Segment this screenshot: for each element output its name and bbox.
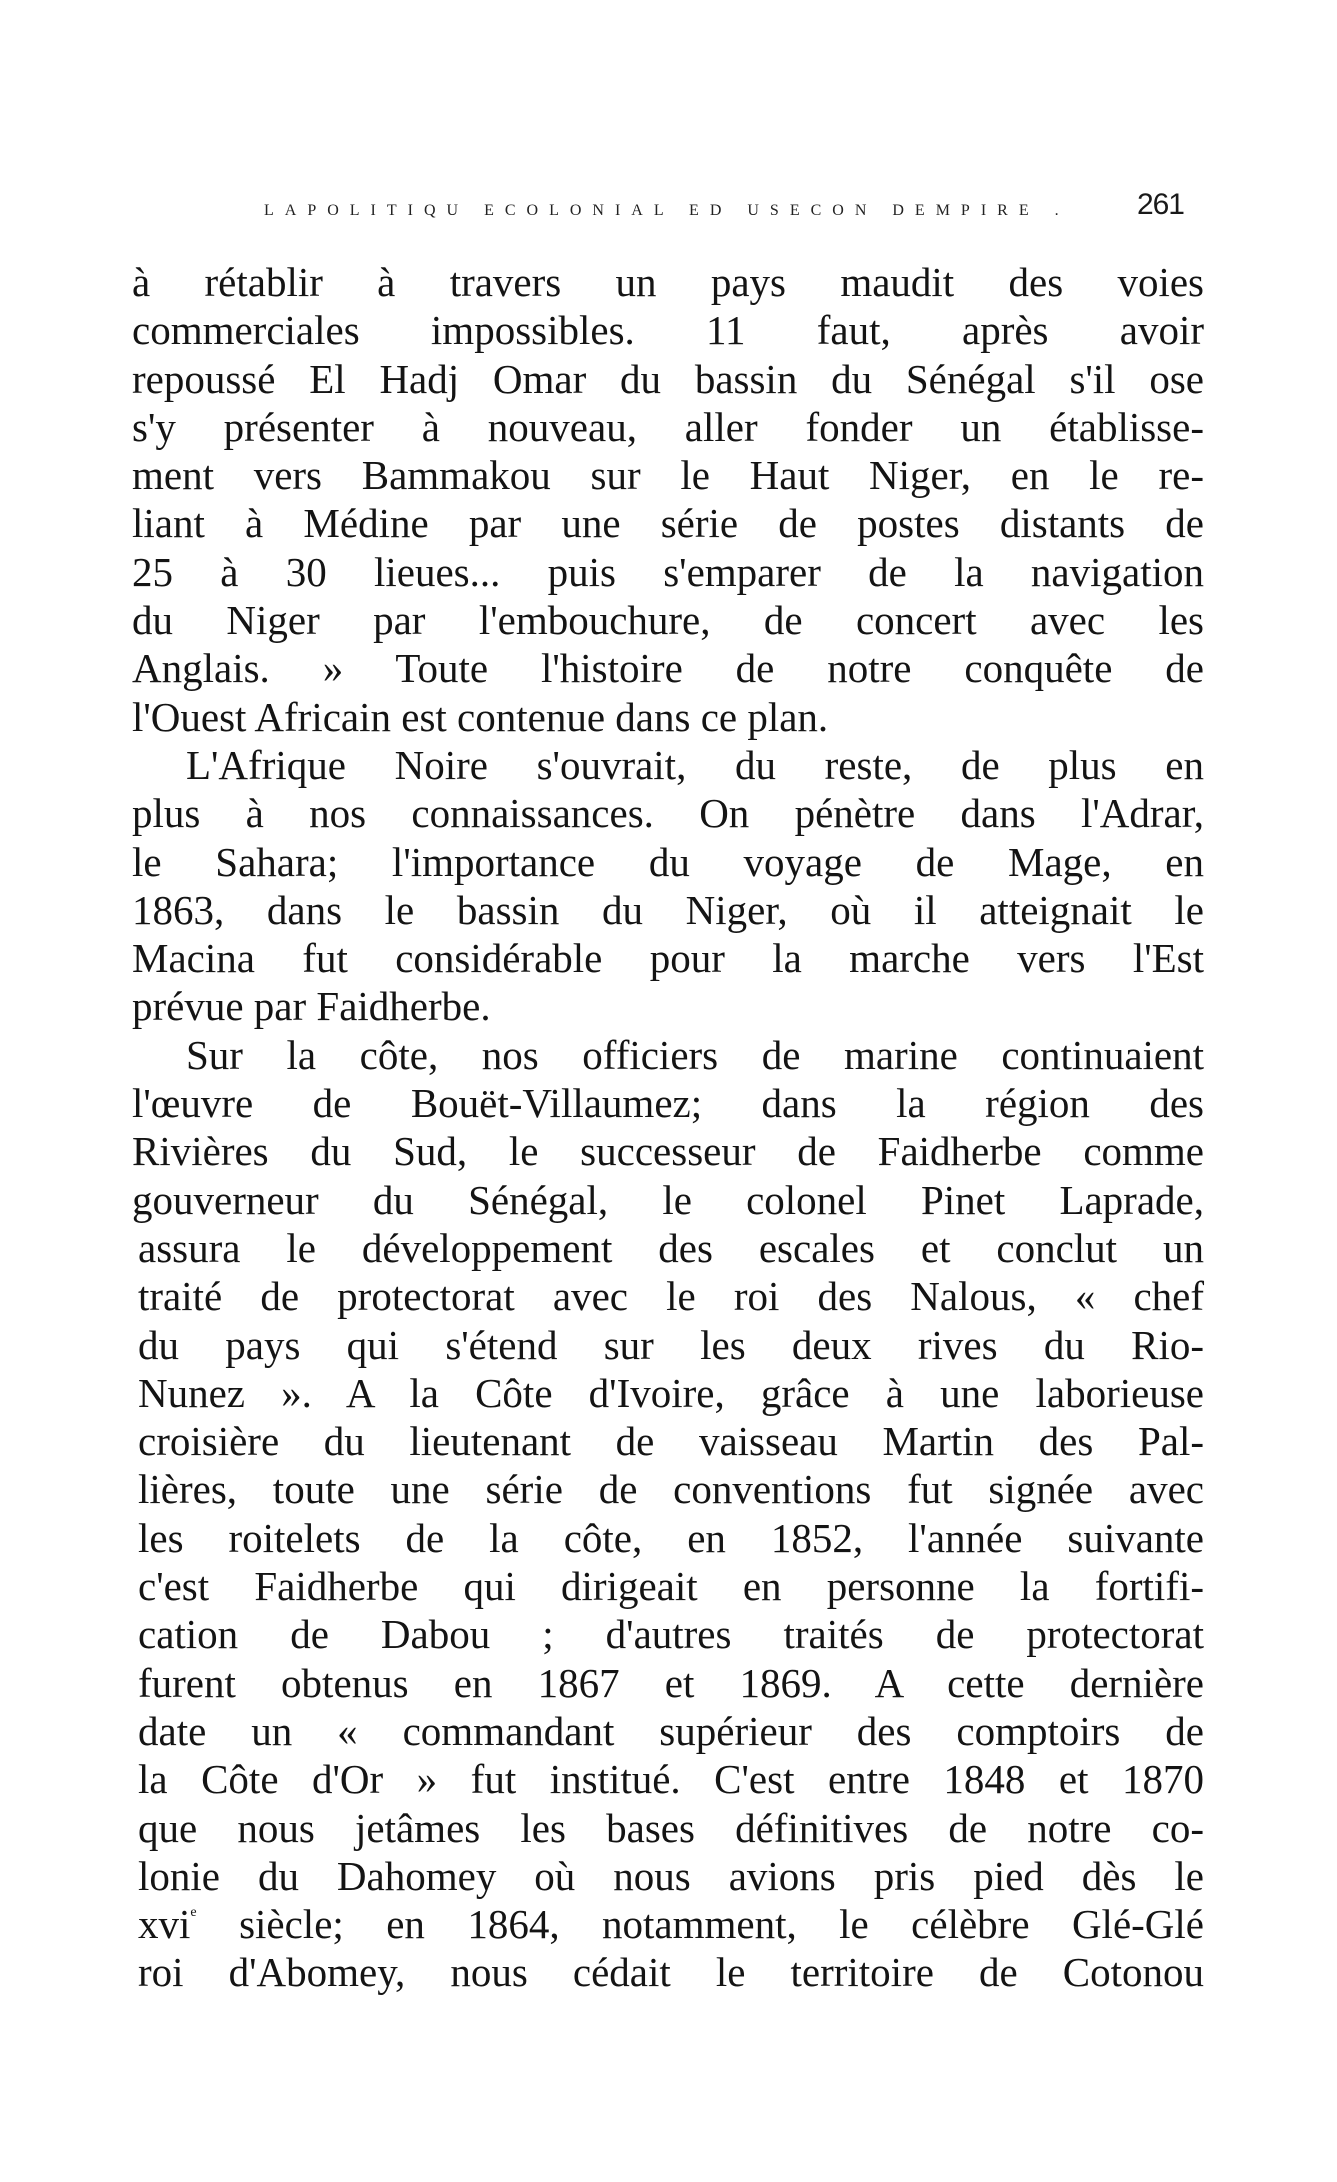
text-line: lières, toute une série de conventions fut signée avec bbox=[138, 1466, 1204, 1513]
text-line-rest: siècle; en 1864, notamment, le célèbre Glé-Glé bbox=[239, 1901, 1205, 1948]
text-line: prévue par Faidherbe. bbox=[132, 983, 491, 1030]
text-line: Anglais. » Toute l'histoire de notre conquête de bbox=[132, 645, 1204, 692]
text-line: ment vers Bammakou sur le Haut Niger, en le re- bbox=[132, 452, 1204, 499]
ordinal-superscript: e bbox=[190, 1905, 197, 1921]
text-line: l'Ouest Africain est contenue dans ce plan. bbox=[132, 693, 829, 740]
text-line: date un « commandant supérieur des comptoirs de bbox=[138, 1707, 1204, 1754]
text-line: Macina fut considérable pour la marche vers l'Est bbox=[132, 935, 1204, 982]
text-line: croisière du lieutenant de vaisseau Martin des Pal- bbox=[138, 1418, 1204, 1465]
text-line: à rétablir à travers un pays maudit des voies bbox=[132, 259, 1204, 305]
text-line: assura le développement des escales et conclut un bbox=[138, 1224, 1204, 1271]
text-line: c'est Faidherbe qui dirigeait en personne la fortifi- bbox=[138, 1563, 1204, 1610]
running-header bbox=[264, 188, 1184, 236]
text-line: du pays qui s'étend sur les deux rives du Rio- bbox=[138, 1321, 1204, 1368]
text-line: que nous jetâmes les bases définitives de notre co- bbox=[138, 1804, 1204, 1851]
page-number: 261 bbox=[1136, 188, 1184, 221]
text-line: gouverneur du Sénégal, le colonel Pinet Laprade, bbox=[132, 1176, 1204, 1223]
text-line: roi d'Abomey, nous cédait le territoire de Cotonou bbox=[138, 1949, 1204, 1996]
text-line: traité de protectorat avec le roi des Nalous, « chef bbox=[138, 1273, 1204, 1320]
body-text bbox=[132, 258, 1204, 1997]
text-line: Nunez ». A la Côte d'Ivoire, grâce à une laborieuse bbox=[138, 1369, 1204, 1416]
text-line: liant à Médine par une série de postes distants de bbox=[132, 500, 1204, 547]
text-line-with-superscript bbox=[132, 1900, 1204, 1948]
text-line: Rivières du Sud, le successeur de Faidherbe comme bbox=[132, 1128, 1204, 1175]
text-line: du Niger par l'embouchure, de concert avec les bbox=[132, 597, 1204, 644]
text-line: le Sahara; l'importance du voyage de Mage, en bbox=[132, 838, 1204, 885]
text-line: cation de Dabou ; d'autres traités de protectorat bbox=[138, 1611, 1204, 1658]
text-line: s'y présenter à nouveau, aller fonder un établisse- bbox=[132, 403, 1204, 450]
text-line: 1863, dans le bassin du Niger, où il atteignait le bbox=[132, 886, 1204, 933]
text-line: commerciales impossibles. 11 faut, après avoir bbox=[132, 307, 1204, 354]
text-line: lonie du Dahomey où nous avions pris pied dès le bbox=[138, 1852, 1204, 1899]
paragraph-start: Sur la côte, nos officiers de marine continuaient bbox=[186, 1031, 1204, 1078]
text-line: furent obtenus en 1867 et 1869. A cette dernière bbox=[138, 1659, 1204, 1706]
paragraph-start: L'Afrique Noire s'ouvrait, du reste, de plus en bbox=[186, 741, 1204, 788]
text-line: plus à nos connaissances. On pénètre dans l'Adrar, bbox=[132, 790, 1204, 837]
text-line: 25 à 30 lieues... puis s'emparer de la navigation bbox=[132, 548, 1204, 595]
running-title: LAPOLITIQU ECOLONIAL ED USECON DEMPIRE . bbox=[264, 202, 1070, 219]
text-line: l'œuvre de Bouët-Villaumez; dans la région des bbox=[132, 1080, 1204, 1127]
text-line: repoussé El Hadj Omar du bassin du Sénégal s'il ose bbox=[132, 355, 1204, 402]
text-line: la Côte d'Or » fut institué. C'est entre 1848 et 1870 bbox=[138, 1756, 1204, 1803]
century-numeral: xvi bbox=[138, 1901, 191, 1948]
text-line: les roitelets de la côte, en 1852, l'année suivante bbox=[138, 1514, 1204, 1561]
